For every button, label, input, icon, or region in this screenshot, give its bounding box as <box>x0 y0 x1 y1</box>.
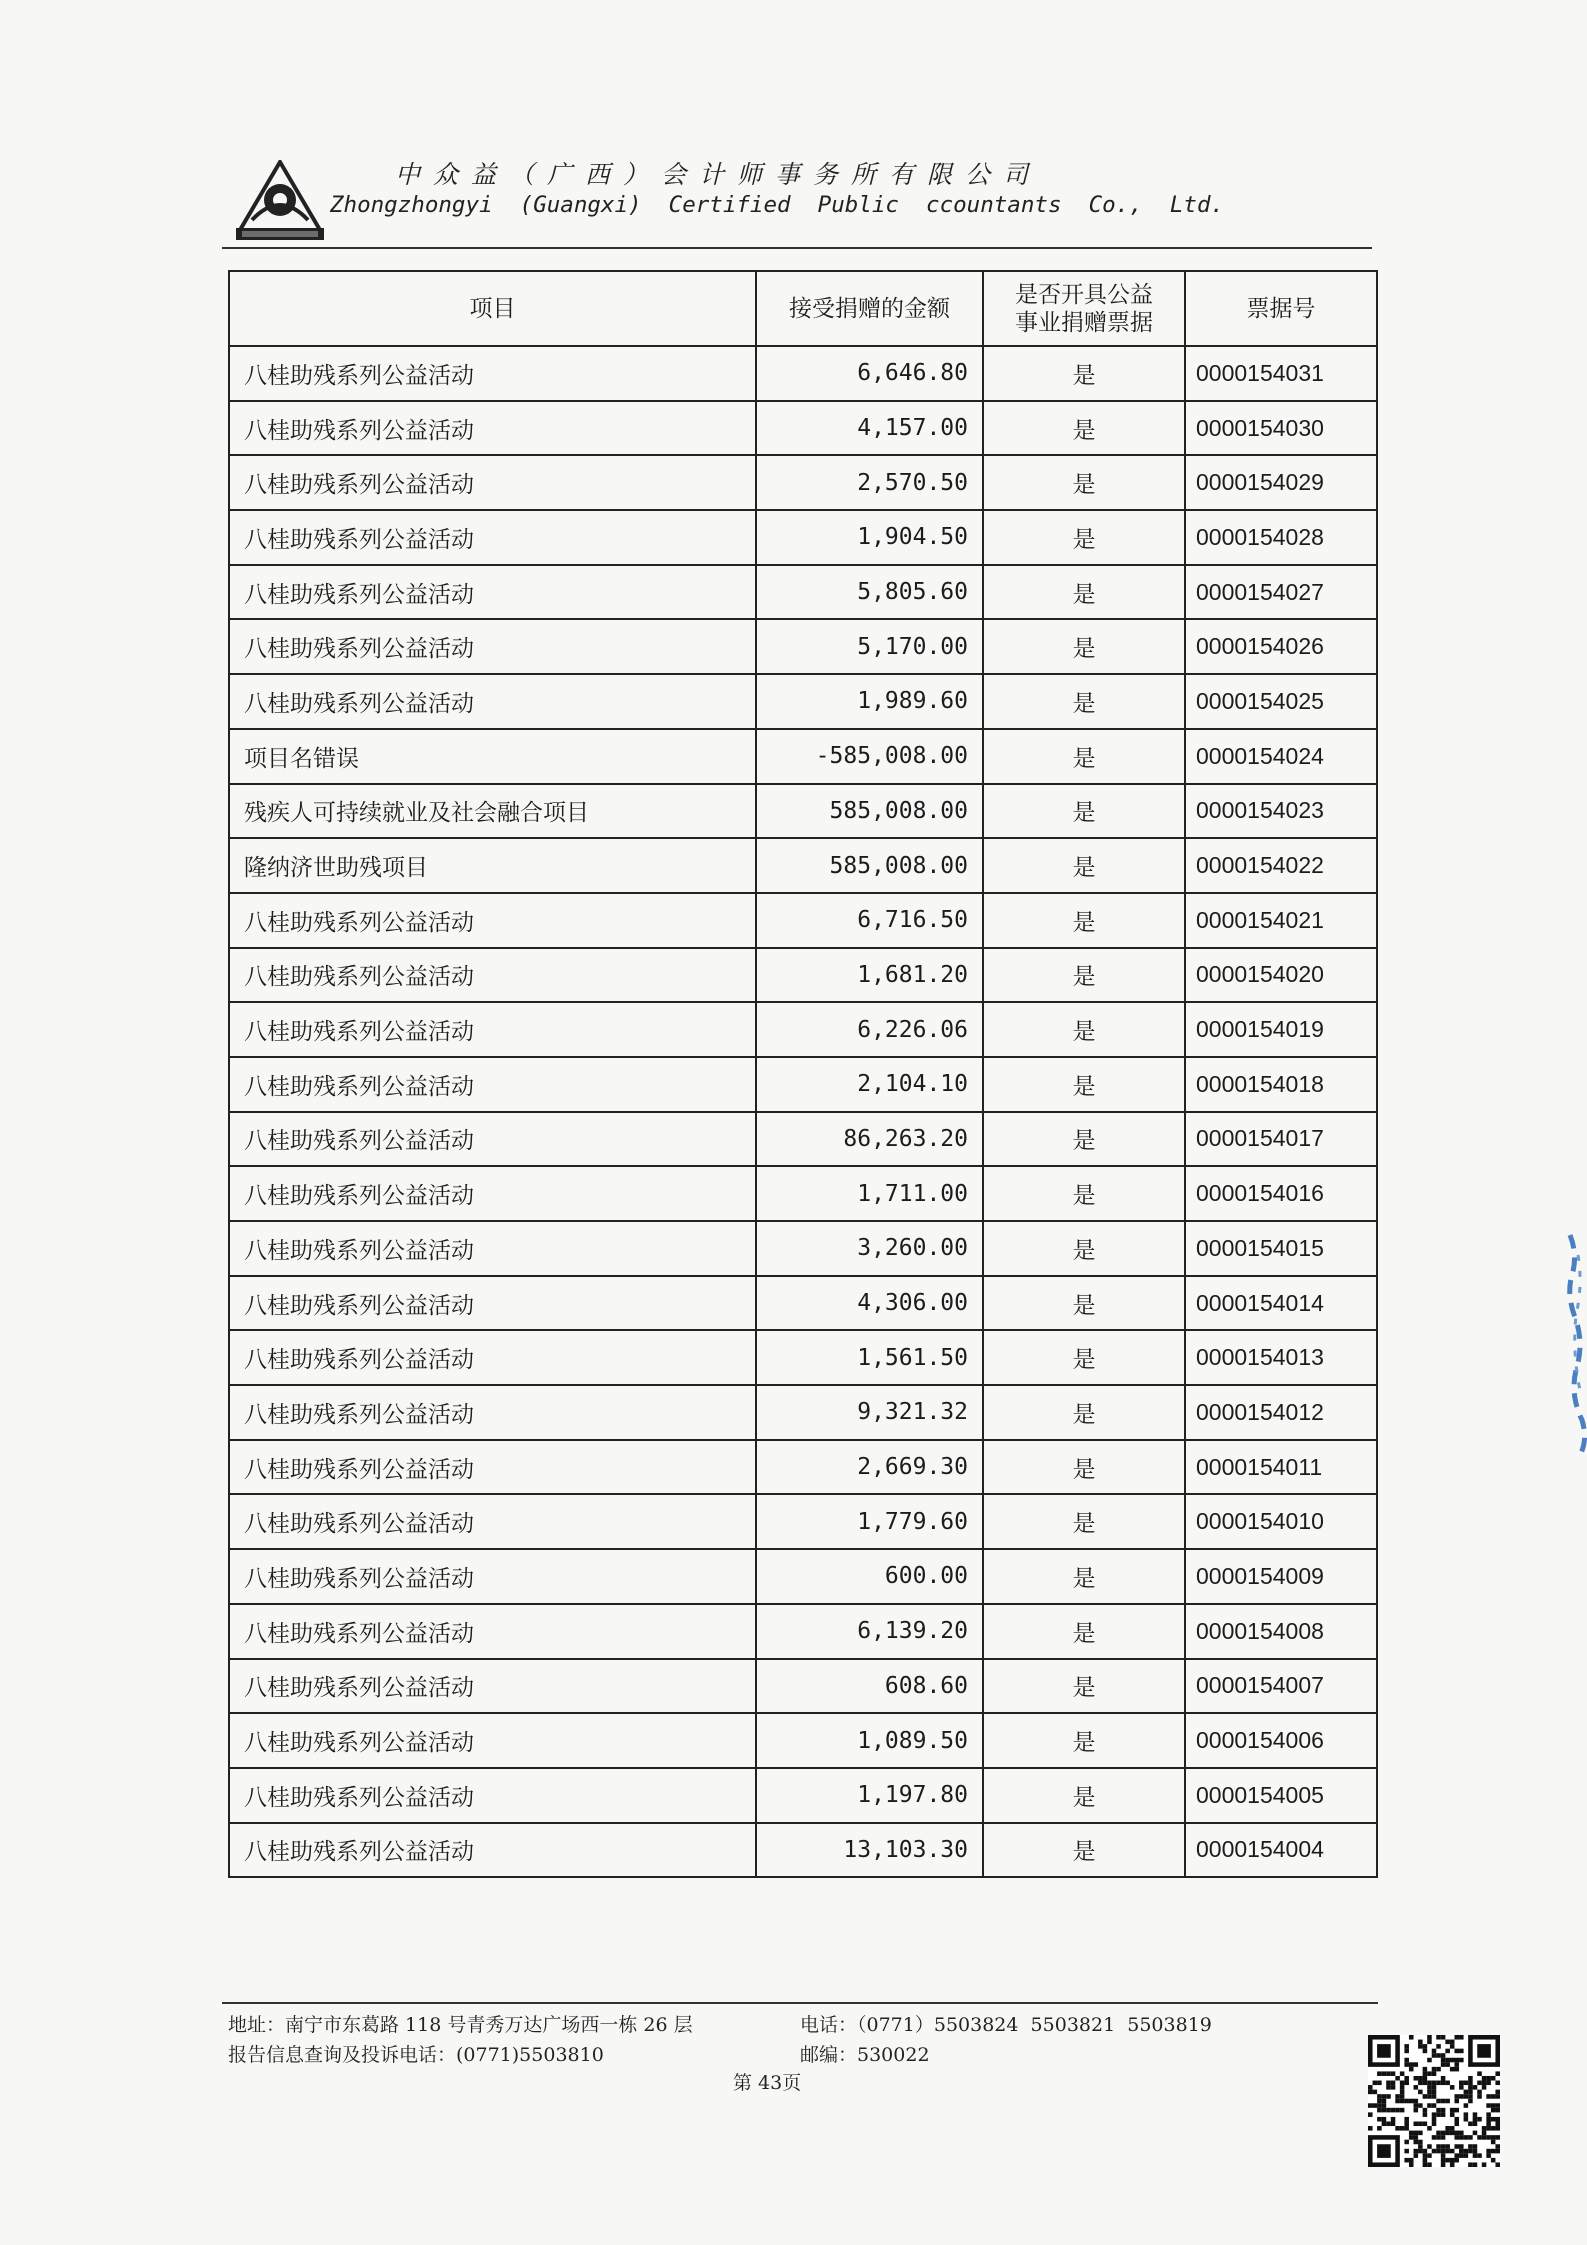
row-receipt-no: 0000154025 <box>1185 674 1377 729</box>
table-row <box>229 455 1377 510</box>
row-receipt-issued: 是 <box>983 619 1185 674</box>
table-row <box>229 1112 1377 1167</box>
table-row <box>229 1604 1377 1659</box>
row-amount: 5,805.60 <box>756 565 983 620</box>
table-row <box>229 1330 1377 1385</box>
donation-table <box>228 270 1378 1878</box>
row-receipt-no: 0000154007 <box>1185 1659 1377 1714</box>
row-item: 八桂助残系列公益活动 <box>229 1330 756 1385</box>
table-row <box>229 346 1377 401</box>
row-receipt-issued: 是 <box>983 1659 1185 1714</box>
table-row <box>229 1440 1377 1495</box>
row-receipt-no: 0000154023 <box>1185 784 1377 839</box>
row-receipt-no: 0000154009 <box>1185 1549 1377 1604</box>
row-amount: 1,089.50 <box>756 1713 983 1768</box>
row-receipt-no: 0000154021 <box>1185 893 1377 948</box>
row-receipt-no: 0000154022 <box>1185 838 1377 893</box>
table-row <box>229 1221 1377 1276</box>
table-row <box>229 565 1377 620</box>
row-amount: 1,989.60 <box>756 674 983 729</box>
row-receipt-no: 0000154012 <box>1185 1385 1377 1440</box>
row-item: 八桂助残系列公益活动 <box>229 1166 756 1221</box>
row-receipt-issued: 是 <box>983 729 1185 784</box>
row-item: 残疾人可持续就业及社会融合项目 <box>229 784 756 839</box>
row-receipt-issued: 是 <box>983 455 1185 510</box>
row-receipt-issued: 是 <box>983 346 1185 401</box>
row-amount: 1,904.50 <box>756 510 983 565</box>
row-receipt-issued: 是 <box>983 784 1185 839</box>
row-item: 八桂助残系列公益活动 <box>229 1713 756 1768</box>
row-receipt-no: 0000154005 <box>1185 1768 1377 1823</box>
row-receipt-no: 0000154031 <box>1185 346 1377 401</box>
row-receipt-no: 0000154027 <box>1185 565 1377 620</box>
row-amount: 585,008.00 <box>756 784 983 839</box>
row-receipt-no: 0000154024 <box>1185 729 1377 784</box>
firm-logo <box>232 160 328 242</box>
row-amount: 2,104.10 <box>756 1057 983 1112</box>
row-amount: 13,103.30 <box>756 1823 983 1878</box>
row-receipt-issued: 是 <box>983 565 1185 620</box>
header-receipt-issued-line1: 是否开具公益 <box>1015 281 1153 308</box>
table-row <box>229 1823 1377 1878</box>
table-row <box>229 729 1377 784</box>
table-header-row <box>229 271 1377 346</box>
row-amount: 6,226.06 <box>756 1002 983 1057</box>
firm-name-en: Zhongzhongyi (Guangxi) Certified Public ccountants Co., Ltd. <box>330 192 1225 218</box>
row-amount: 5,170.00 <box>756 619 983 674</box>
row-receipt-issued: 是 <box>983 1549 1185 1604</box>
row-item: 八桂助残系列公益活动 <box>229 1221 756 1276</box>
row-amount: 585,008.00 <box>756 838 983 893</box>
row-receipt-no: 0000154016 <box>1185 1166 1377 1221</box>
table-row <box>229 784 1377 839</box>
table-row <box>229 510 1377 565</box>
row-receipt-issued: 是 <box>983 1385 1185 1440</box>
row-amount: 1,711.00 <box>756 1166 983 1221</box>
row-item: 八桂助残系列公益活动 <box>229 565 756 620</box>
row-amount: 608.60 <box>756 1659 983 1714</box>
row-amount: 1,779.60 <box>756 1494 983 1549</box>
table-row <box>229 401 1377 456</box>
row-receipt-no: 0000154019 <box>1185 1002 1377 1057</box>
row-receipt-issued: 是 <box>983 1221 1185 1276</box>
row-item: 八桂助残系列公益活动 <box>229 1440 756 1495</box>
table-row <box>229 674 1377 729</box>
row-item: 八桂助残系列公益活动 <box>229 1385 756 1440</box>
header-receipt-issued-line2: 事业捐赠票据 <box>1015 309 1153 336</box>
footer-postcode: 邮编：530022 <box>800 2044 930 2066</box>
table-row <box>229 619 1377 674</box>
row-item: 八桂助残系列公益活动 <box>229 674 756 729</box>
row-receipt-no: 0000154008 <box>1185 1604 1377 1659</box>
table-row <box>229 1494 1377 1549</box>
table-row <box>229 1549 1377 1604</box>
row-receipt-no: 0000154030 <box>1185 401 1377 456</box>
row-receipt-no: 0000154018 <box>1185 1057 1377 1112</box>
row-amount: 1,681.20 <box>756 948 983 1003</box>
row-receipt-issued: 是 <box>983 1112 1185 1167</box>
row-receipt-no: 0000154011 <box>1185 1440 1377 1495</box>
row-amount: 6,139.20 <box>756 1604 983 1659</box>
table-row <box>229 1659 1377 1714</box>
stamp-edge-mark <box>1560 1225 1587 1460</box>
row-item: 八桂助残系列公益活动 <box>229 1768 756 1823</box>
header-receipt-no: 票据号 <box>1185 271 1377 346</box>
row-receipt-issued: 是 <box>983 401 1185 456</box>
table-row <box>229 1385 1377 1440</box>
row-amount: 86,263.20 <box>756 1112 983 1167</box>
row-receipt-no: 0000154026 <box>1185 619 1377 674</box>
firm-name-cn: 中众益（广西）会计师事务所有限公司 <box>395 160 1042 189</box>
row-receipt-issued: 是 <box>983 1057 1185 1112</box>
row-item: 八桂助残系列公益活动 <box>229 1002 756 1057</box>
table-row <box>229 893 1377 948</box>
row-receipt-issued: 是 <box>983 1768 1185 1823</box>
row-item: 八桂助残系列公益活动 <box>229 401 756 456</box>
row-amount: 1,197.80 <box>756 1768 983 1823</box>
row-item: 八桂助残系列公益活动 <box>229 1112 756 1167</box>
row-receipt-issued: 是 <box>983 1494 1185 1549</box>
row-receipt-no: 0000154015 <box>1185 1221 1377 1276</box>
row-item: 八桂助残系列公益活动 <box>229 1276 756 1331</box>
row-receipt-issued: 是 <box>983 893 1185 948</box>
row-receipt-issued: 是 <box>983 1276 1185 1331</box>
row-item: 八桂助残系列公益活动 <box>229 1823 756 1878</box>
row-receipt-issued: 是 <box>983 948 1185 1003</box>
row-item: 八桂助残系列公益活动 <box>229 455 756 510</box>
table-row <box>229 1166 1377 1221</box>
row-receipt-issued: 是 <box>983 1166 1185 1221</box>
row-amount: 1,561.50 <box>756 1330 983 1385</box>
row-receipt-no: 0000154028 <box>1185 510 1377 565</box>
qr-code-icon <box>1368 2035 1500 2167</box>
row-amount: 3,260.00 <box>756 1221 983 1276</box>
page-number: 第 43页 <box>733 2072 802 2094</box>
row-receipt-issued: 是 <box>983 1823 1185 1878</box>
row-item: 八桂助残系列公益活动 <box>229 1604 756 1659</box>
footer-address: 地址：南宁市东葛路 118 号青秀万达广场西一栋 26 层 <box>228 2014 693 2036</box>
footer-phone: 电话：（0771）5503824 5503821 5503819 <box>800 2014 1212 2036</box>
header-item: 项目 <box>229 271 756 346</box>
row-item: 八桂助残系列公益活动 <box>229 948 756 1003</box>
row-receipt-no: 0000154010 <box>1185 1494 1377 1549</box>
row-receipt-issued: 是 <box>983 1002 1185 1057</box>
row-receipt-issued: 是 <box>983 510 1185 565</box>
row-receipt-issued: 是 <box>983 1713 1185 1768</box>
row-receipt-no: 0000154004 <box>1185 1823 1377 1878</box>
row-amount: -585,008.00 <box>756 729 983 784</box>
row-receipt-issued: 是 <box>983 1604 1185 1659</box>
row-receipt-no: 0000154014 <box>1185 1276 1377 1331</box>
table-row <box>229 1768 1377 1823</box>
row-receipt-no: 0000154020 <box>1185 948 1377 1003</box>
row-receipt-no: 0000154017 <box>1185 1112 1377 1167</box>
header-receipt-issued <box>983 271 1185 346</box>
row-item: 八桂助残系列公益活动 <box>229 1494 756 1549</box>
row-item: 八桂助残系列公益活动 <box>229 893 756 948</box>
row-amount: 6,716.50 <box>756 893 983 948</box>
row-amount: 4,157.00 <box>756 401 983 456</box>
table-row <box>229 1276 1377 1331</box>
row-item: 八桂助残系列公益活动 <box>229 1057 756 1112</box>
row-item: 八桂助残系列公益活动 <box>229 1549 756 1604</box>
row-receipt-no: 0000154013 <box>1185 1330 1377 1385</box>
row-item: 隆纳济世助残项目 <box>229 838 756 893</box>
header-divider <box>222 247 1372 249</box>
row-item: 八桂助残系列公益活动 <box>229 346 756 401</box>
row-receipt-issued: 是 <box>983 1440 1185 1495</box>
table-body <box>229 346 1377 1877</box>
row-amount: 2,570.50 <box>756 455 983 510</box>
header-amount: 接受捐赠的金额 <box>756 271 983 346</box>
footer-divider <box>222 2002 1378 2004</box>
table-row <box>229 948 1377 1003</box>
row-amount: 9,321.32 <box>756 1385 983 1440</box>
table-row <box>229 1002 1377 1057</box>
row-item: 项目名错误 <box>229 729 756 784</box>
row-amount: 2,669.30 <box>756 1440 983 1495</box>
table-row <box>229 1057 1377 1112</box>
row-item: 八桂助残系列公益活动 <box>229 619 756 674</box>
row-item: 八桂助残系列公益活动 <box>229 1659 756 1714</box>
row-amount: 600.00 <box>756 1549 983 1604</box>
row-amount: 6,646.80 <box>756 346 983 401</box>
row-receipt-no: 0000154029 <box>1185 455 1377 510</box>
row-item: 八桂助残系列公益活动 <box>229 510 756 565</box>
row-amount: 4,306.00 <box>756 1276 983 1331</box>
row-receipt-no: 0000154006 <box>1185 1713 1377 1768</box>
table-row <box>229 838 1377 893</box>
row-receipt-issued: 是 <box>983 1330 1185 1385</box>
row-receipt-issued: 是 <box>983 838 1185 893</box>
row-receipt-issued: 是 <box>983 674 1185 729</box>
table-row <box>229 1713 1377 1768</box>
footer-report-line: 报告信息查询及投诉电话：(0771)5503810 <box>228 2044 604 2066</box>
